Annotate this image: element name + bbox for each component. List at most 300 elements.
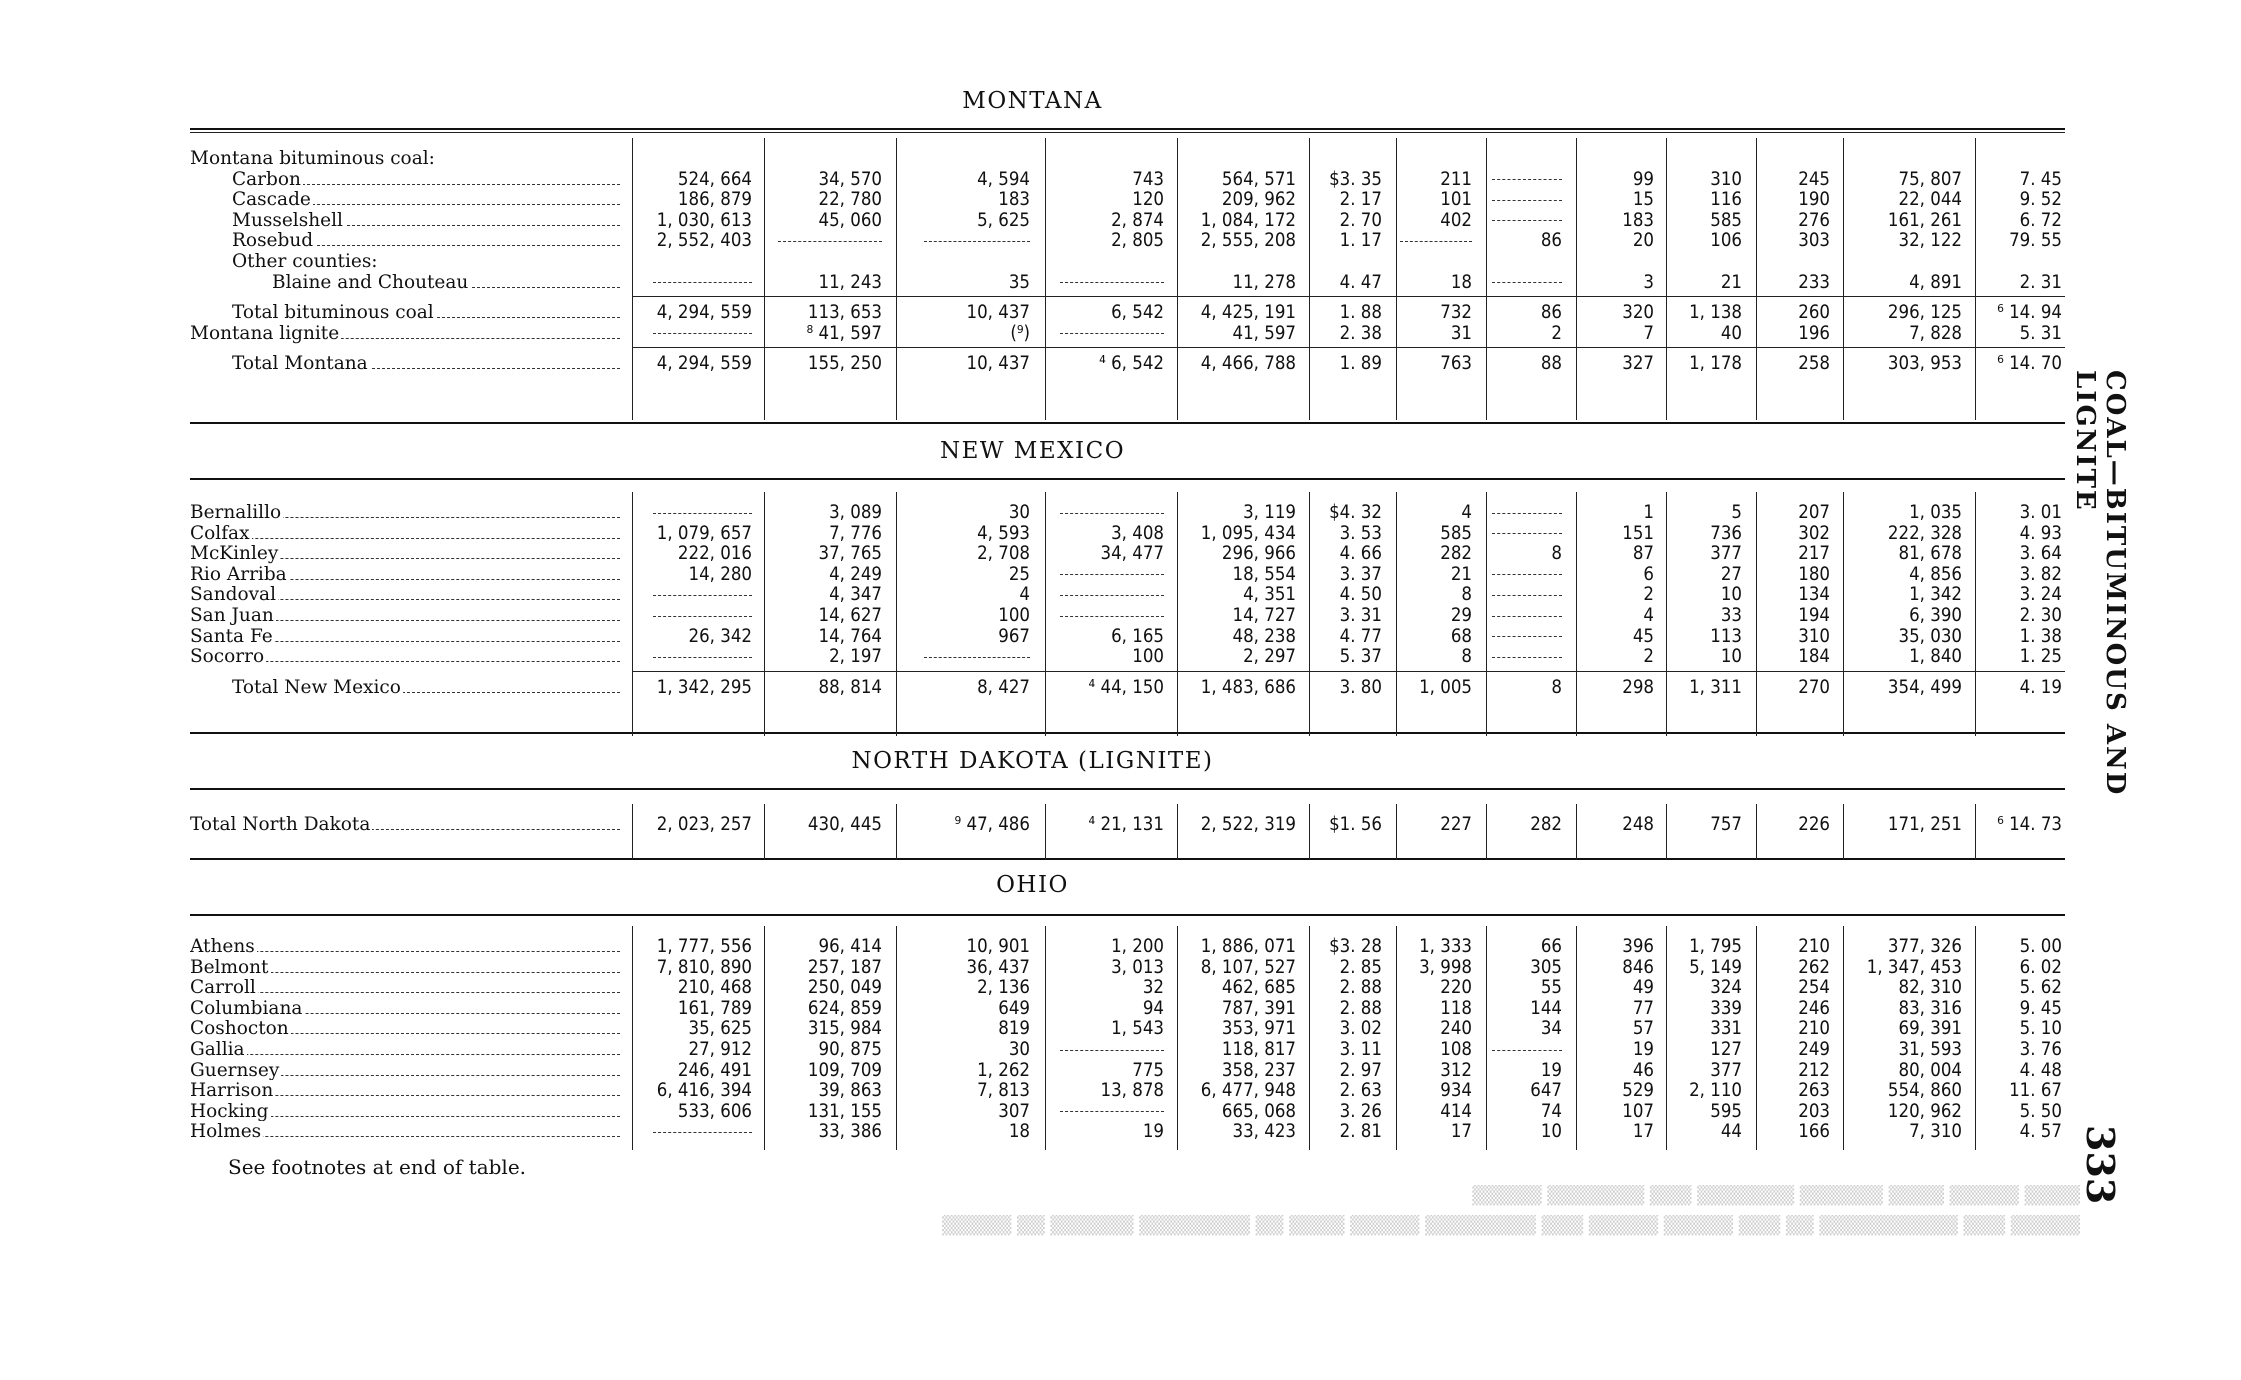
row-label xyxy=(190,998,626,1019)
table-cell: 4. 77 xyxy=(1339,625,1382,647)
table-cell: 96, 414 xyxy=(818,936,882,957)
table-cell: 11, 243 xyxy=(818,271,882,293)
table-cell: 113, 653 xyxy=(807,302,882,324)
table-cell: 4, 891 xyxy=(1909,271,1962,293)
row-label xyxy=(190,502,626,523)
table-cell: 186, 879 xyxy=(677,189,752,211)
table-cell: 787, 391 xyxy=(1221,997,1296,1019)
table-cell: 100 xyxy=(998,605,1030,626)
table-row xyxy=(0,977,2065,998)
table-cell: 4. 93 xyxy=(2019,522,2062,544)
table-cell: 1, 342, 295 xyxy=(656,676,752,698)
empty-cell-leader xyxy=(1060,1050,1164,1051)
table-cell: 6. 72 xyxy=(2019,209,2062,231)
row-label xyxy=(232,251,626,272)
row-label xyxy=(232,189,626,210)
table-cell: 18, 554 xyxy=(1232,563,1296,585)
row-label-text: Bernalillo xyxy=(190,502,282,523)
table-cell: 180 xyxy=(1798,563,1830,585)
table-cell xyxy=(764,230,882,251)
table-row xyxy=(0,1121,2065,1142)
table-cell: 21 xyxy=(1450,563,1472,585)
table-cell: 11, 278 xyxy=(1232,271,1296,293)
table-cell: 6, 477, 948 xyxy=(1200,1080,1296,1102)
rule xyxy=(190,132,2065,133)
table-cell: 211 xyxy=(1440,168,1472,190)
table-cell: 302 xyxy=(1798,522,1830,544)
table-cell: 327 xyxy=(1622,353,1654,375)
table-cell xyxy=(910,230,1030,251)
table-cell: 37, 765 xyxy=(818,543,882,565)
table-cell: 529 xyxy=(1622,1080,1654,1102)
table-cell: 934 xyxy=(1440,1080,1472,1102)
table-cell: $3. 35 xyxy=(1329,168,1382,190)
total-rule xyxy=(632,671,2065,672)
table-cell: 4. 19 xyxy=(2019,676,2062,698)
table-cell: 17 xyxy=(1632,1121,1654,1143)
table-cell: 4, 856 xyxy=(1909,563,1962,585)
row-label-text: Blaine and Chouteau xyxy=(272,271,469,293)
row-label xyxy=(190,1080,626,1101)
row-label xyxy=(190,605,626,626)
table-cell: 30 xyxy=(1008,502,1030,523)
table-cell: 69, 391 xyxy=(1898,1018,1962,1040)
table-cell xyxy=(640,1121,752,1142)
row-label-text: Socorro xyxy=(190,646,265,668)
row-label xyxy=(190,1018,626,1039)
table-cell: 354, 499 xyxy=(1887,676,1962,698)
row-label-text: McKinley xyxy=(190,543,279,565)
empty-cell-leader xyxy=(653,1132,752,1133)
table-cell: 2. 38 xyxy=(1339,322,1382,344)
table-cell: 8 xyxy=(1551,543,1562,565)
table-cell: 120 xyxy=(1132,189,1164,211)
table-cell: 4, 466, 788 xyxy=(1200,353,1296,375)
row-label-text: Coshocton xyxy=(190,1018,289,1040)
table-cell: 5. 62 xyxy=(2019,977,2062,999)
table-cell: ⁶ 14. 94 xyxy=(1997,302,2062,324)
table-cell: 2. 88 xyxy=(1339,997,1382,1019)
table-cell: 282 xyxy=(1530,814,1562,835)
table-cell: 4, 594 xyxy=(977,168,1030,190)
table-cell xyxy=(1046,584,1164,605)
row-label-text: Total New Mexico xyxy=(232,676,401,698)
empty-cell-leader xyxy=(1492,179,1562,180)
table-cell: 585 xyxy=(1440,522,1472,544)
table-row xyxy=(0,1018,2065,1039)
table-cell: 732 xyxy=(1440,302,1472,324)
table-cell: 161, 261 xyxy=(1887,209,1962,231)
table-cell: 315, 984 xyxy=(807,1018,882,1040)
table-cell: 524, 664 xyxy=(677,168,752,190)
row-label xyxy=(232,353,626,374)
total-rule xyxy=(632,296,2065,297)
table-cell: 1, 543 xyxy=(1111,1018,1164,1040)
table-cell xyxy=(1390,230,1472,251)
table-cell: 18 xyxy=(1008,1121,1030,1143)
table-cell: 1 xyxy=(1643,502,1654,523)
empty-cell-leader xyxy=(1060,1111,1164,1112)
table-cell: 2, 874 xyxy=(1111,209,1164,231)
table-cell: 41, 597 xyxy=(1232,322,1296,344)
table-cell: 4 xyxy=(1019,584,1030,606)
table-cell: 86 xyxy=(1540,230,1562,252)
table-cell: 312 xyxy=(1440,1059,1472,1081)
empty-cell-leader xyxy=(1492,282,1562,283)
table-cell: 1, 084, 172 xyxy=(1200,209,1296,231)
table-cell: 22, 044 xyxy=(1898,189,1962,211)
table-cell: 86 xyxy=(1540,302,1562,324)
row-label-text: Carroll xyxy=(190,977,256,999)
table-cell xyxy=(640,502,752,523)
table-cell: 13, 878 xyxy=(1100,1080,1164,1102)
row-label-text: Athens xyxy=(190,936,255,957)
table-cell: 39, 863 xyxy=(818,1080,882,1102)
empty-cell-leader xyxy=(1492,220,1562,221)
table-cell xyxy=(1046,1101,1164,1122)
table-cell: ⁶ 14. 73 xyxy=(1997,814,2062,835)
table-cell: 5 xyxy=(1731,502,1742,523)
row-label xyxy=(190,584,626,605)
table-cell: 245 xyxy=(1798,168,1830,190)
table-cell: 4. 66 xyxy=(1339,543,1382,565)
table-cell: 5. 31 xyxy=(2019,322,2062,344)
table-cell: 6, 165 xyxy=(1111,625,1164,647)
row-label xyxy=(190,1121,626,1142)
empty-cell-leader xyxy=(1492,636,1562,637)
row-label xyxy=(190,936,626,957)
table-cell: 353, 971 xyxy=(1221,1018,1296,1040)
table-row xyxy=(0,1039,2065,1060)
table-cell: 29 xyxy=(1450,605,1472,626)
table-cell: 183 xyxy=(998,189,1030,211)
table-cell: 155, 250 xyxy=(807,353,882,375)
table-cell: 763 xyxy=(1440,353,1472,375)
table-cell: 310 xyxy=(1710,168,1742,190)
table-cell: 5. 37 xyxy=(1339,646,1382,668)
empty-cell-leader xyxy=(653,333,752,334)
empty-cell-leader xyxy=(778,241,882,242)
row-label xyxy=(232,302,626,323)
table-cell: 40 xyxy=(1720,322,1742,344)
table-cell: 260 xyxy=(1798,302,1830,324)
table-cell: 7, 776 xyxy=(829,522,882,544)
table-cell: 5. 50 xyxy=(2019,1100,2062,1122)
table-cell: 26, 342 xyxy=(688,625,752,647)
table-cell: $4. 32 xyxy=(1329,502,1382,523)
table-cell: 171, 251 xyxy=(1887,814,1962,835)
table-cell xyxy=(1046,502,1164,523)
table-cell: 819 xyxy=(998,1018,1030,1040)
empty-cell-leader xyxy=(1060,282,1164,283)
table-cell: 45, 060 xyxy=(818,209,882,231)
empty-cell-leader xyxy=(1400,241,1472,242)
table-cell: 1, 178 xyxy=(1689,353,1742,375)
table-cell: 303 xyxy=(1798,230,1830,252)
table-cell: 207 xyxy=(1798,502,1830,523)
table-cell: 33, 386 xyxy=(818,1121,882,1143)
table-cell: 1, 342 xyxy=(1909,584,1962,606)
section-title-north-dakota: NORTH DAKOTA (LIGNITE) xyxy=(851,748,1214,774)
table-row xyxy=(0,957,2065,978)
table-cell: 1. 38 xyxy=(2019,625,2062,647)
table-cell: 5, 625 xyxy=(977,209,1030,231)
empty-cell-leader xyxy=(1492,533,1562,534)
table-cell: 5. 00 xyxy=(2019,936,2062,957)
table-cell: 3, 119 xyxy=(1243,502,1296,523)
table-cell: 967 xyxy=(998,625,1030,647)
table-cell: 3. 01 xyxy=(2019,502,2062,523)
table-cell: 2, 297 xyxy=(1243,646,1296,668)
table-cell: 2. 63 xyxy=(1339,1080,1382,1102)
table-cell: 22, 780 xyxy=(818,189,882,211)
table-cell: 3. 11 xyxy=(1339,1039,1382,1060)
table-row xyxy=(0,210,2065,231)
table-cell: 46 xyxy=(1632,1059,1654,1081)
table-cell xyxy=(1046,1039,1164,1060)
table-row xyxy=(0,169,2065,190)
row-label xyxy=(190,148,626,169)
table-cell: 8 xyxy=(1461,584,1472,606)
table-cell: 7 xyxy=(1643,322,1654,344)
table-cell: 10, 901 xyxy=(966,936,1030,957)
table-cell xyxy=(1482,169,1562,190)
empty-cell-leader xyxy=(1060,513,1164,514)
table-row xyxy=(0,584,2065,605)
table-cell: ⁹ 47, 486 xyxy=(954,814,1030,835)
table-cell: 31, 593 xyxy=(1898,1039,1962,1060)
table-row xyxy=(0,1101,2065,1122)
table-cell: 1, 311 xyxy=(1689,676,1742,698)
table-cell: 3. 37 xyxy=(1339,563,1382,585)
rule xyxy=(190,478,2065,480)
table-cell: 1, 138 xyxy=(1689,302,1742,324)
table-cell: 11. 67 xyxy=(2009,1080,2062,1102)
table-cell: 90, 875 xyxy=(818,1039,882,1060)
table-cell: 402 xyxy=(1440,209,1472,231)
empty-cell-leader xyxy=(653,513,752,514)
empty-cell-leader xyxy=(1492,1050,1562,1051)
table-cell: 6, 542 xyxy=(1111,302,1164,324)
table-cell xyxy=(1482,523,1562,544)
bleed-through-text: ▒▒▒▒ ▒▒▒▒▒ ▒▒▒▒ ▒▒▒▒▒▒ ▒▒▒▒▒▒▒ ▒▒▒ ▒▒▒▒▒▒▒ ▒▒▒▒▒ xyxy=(1472,1185,2080,1206)
table-cell: 88, 814 xyxy=(818,676,882,698)
table-cell: 210 xyxy=(1798,936,1830,957)
table-cell: 1, 886, 071 xyxy=(1200,936,1296,957)
table-cell: ⁸ 41, 597 xyxy=(806,322,882,344)
table-cell: 4, 347 xyxy=(829,584,882,606)
table-cell: 113 xyxy=(1710,625,1742,647)
row-label xyxy=(190,646,626,667)
table-cell: 462, 685 xyxy=(1221,977,1296,999)
table-cell: 270 xyxy=(1798,676,1830,698)
table-cell: 303, 953 xyxy=(1887,353,1962,375)
row-label xyxy=(190,523,626,544)
table-cell: 324 xyxy=(1710,977,1742,999)
row-label xyxy=(190,814,626,835)
row-label-text: Colfax xyxy=(190,522,250,544)
table-cell: 83, 316 xyxy=(1898,997,1962,1019)
table-cell: 2, 136 xyxy=(977,977,1030,999)
table-cell xyxy=(640,646,752,667)
table-cell: 1, 079, 657 xyxy=(656,522,752,544)
table-cell: 36, 437 xyxy=(966,956,1030,978)
table-cell: 2. 30 xyxy=(2019,605,2062,626)
total-rule xyxy=(632,347,2065,348)
table-cell: 2. 88 xyxy=(1339,977,1382,999)
table-cell: 3 xyxy=(1643,271,1654,293)
table-cell: 3. 76 xyxy=(2019,1039,2062,1060)
empty-cell-leader xyxy=(1492,574,1562,575)
table-cell: 2, 023, 257 xyxy=(656,814,752,835)
table-cell: 227 xyxy=(1440,814,1472,835)
row-label xyxy=(232,169,626,190)
table-cell: 49 xyxy=(1632,977,1654,999)
table-cell: 310 xyxy=(1798,625,1830,647)
table-cell: 10 xyxy=(1720,584,1742,606)
table-cell: 4, 593 xyxy=(977,522,1030,544)
table-row xyxy=(0,148,2065,169)
row-label xyxy=(190,564,626,585)
table-cell: 81, 678 xyxy=(1898,543,1962,565)
empty-cell-leader xyxy=(1060,595,1164,596)
table-cell xyxy=(640,272,752,293)
table-cell: 233 xyxy=(1798,271,1830,293)
table-cell: 3. 02 xyxy=(1339,1018,1382,1040)
table-cell: 116 xyxy=(1710,189,1742,211)
table-cell: 1, 795 xyxy=(1689,936,1742,957)
table-cell: 88 xyxy=(1540,353,1562,375)
empty-cell-leader xyxy=(653,616,752,617)
table-cell: 377 xyxy=(1710,543,1742,565)
table-cell: 846 xyxy=(1622,956,1654,978)
table-cell: 307 xyxy=(998,1100,1030,1122)
table-cell: 212 xyxy=(1798,1059,1830,1081)
table-cell: ⁴ 21, 131 xyxy=(1088,814,1164,835)
table-cell: ⁶ 14. 70 xyxy=(1997,353,2062,375)
table-cell: 246 xyxy=(1798,997,1830,1019)
table-cell: 3, 408 xyxy=(1111,522,1164,544)
table-cell: 246, 491 xyxy=(677,1059,752,1081)
table-cell: 1, 347, 453 xyxy=(1866,956,1962,978)
table-cell: 7, 810, 890 xyxy=(656,956,752,978)
table-cell xyxy=(640,605,752,626)
table-cell: 32, 122 xyxy=(1898,230,1962,252)
table-cell: 1, 200 xyxy=(1111,936,1164,957)
row-label-text: Harrison xyxy=(190,1080,274,1102)
row-label-text: Carbon xyxy=(232,168,301,190)
table-cell: 6. 02 xyxy=(2019,956,2062,978)
table-cell: 377, 326 xyxy=(1887,936,1962,957)
table-cell: 107 xyxy=(1622,1100,1654,1122)
table-cell xyxy=(1482,564,1562,585)
row-label-text: Rio Arriba xyxy=(190,563,287,585)
table-cell: 249 xyxy=(1798,1039,1830,1060)
table-cell: 226 xyxy=(1798,814,1830,835)
table-cell: 217 xyxy=(1798,543,1830,565)
table-cell: 35, 625 xyxy=(688,1018,752,1040)
table-cell: 2. 17 xyxy=(1339,189,1382,211)
table-cell: 296, 125 xyxy=(1887,302,1962,324)
table-cell: 1, 483, 686 xyxy=(1200,676,1296,698)
row-label xyxy=(190,977,626,998)
table-cell: 396 xyxy=(1622,936,1654,957)
table-cell: 31 xyxy=(1450,322,1472,344)
table-row xyxy=(0,646,2065,667)
table-cell: 282 xyxy=(1440,543,1472,565)
table-cell: 3. 82 xyxy=(2019,563,2062,585)
table-cell: 9. 45 xyxy=(2019,997,2062,1019)
table-cell: 2, 805 xyxy=(1111,230,1164,252)
row-label xyxy=(232,677,626,698)
row-label-text: Cascade xyxy=(232,189,311,211)
table-cell xyxy=(1046,605,1164,626)
table-cell: 8 xyxy=(1461,646,1472,668)
table-cell: 68 xyxy=(1450,625,1472,647)
table-cell: 18 xyxy=(1450,271,1472,293)
table-cell: 45 xyxy=(1632,625,1654,647)
row-label-text: Holmes xyxy=(190,1121,262,1143)
table-cell: 595 xyxy=(1710,1100,1742,1122)
table-cell: 665, 068 xyxy=(1221,1100,1296,1122)
table-row xyxy=(0,272,2065,293)
table-cell xyxy=(1482,272,1562,293)
table-cell: 430, 445 xyxy=(807,814,882,835)
table-cell: 4 xyxy=(1643,605,1654,626)
empty-cell-leader xyxy=(1060,616,1164,617)
table-cell: 6, 416, 394 xyxy=(656,1080,752,1102)
table-cell: 19 xyxy=(1632,1039,1654,1060)
table-cell: 624, 859 xyxy=(807,997,882,1019)
table-cell xyxy=(910,646,1030,667)
table-cell: 14, 627 xyxy=(818,605,882,626)
row-label xyxy=(190,957,626,978)
table-cell: 2, 555, 208 xyxy=(1200,230,1296,252)
row-label-text: San Juan xyxy=(190,605,274,626)
table-cell: 647 xyxy=(1530,1080,1562,1102)
table-cell: 184 xyxy=(1798,646,1830,668)
table-cell: 331 xyxy=(1710,1018,1742,1040)
table-cell: 10 xyxy=(1540,1121,1562,1143)
table-cell: 4, 425, 191 xyxy=(1200,302,1296,324)
table-cell: 15 xyxy=(1632,189,1654,211)
table-cell: 161, 789 xyxy=(677,997,752,1019)
table-cell: 2. 31 xyxy=(2019,271,2062,293)
table-cell: 32 xyxy=(1142,977,1164,999)
row-label-text: Total bituminous coal xyxy=(232,302,434,324)
table-cell xyxy=(640,323,752,344)
table-cell: (⁹) xyxy=(1010,322,1030,344)
table-cell: $1. 56 xyxy=(1329,814,1382,835)
empty-cell-leader xyxy=(1060,333,1164,334)
table-cell xyxy=(1482,1039,1562,1060)
table-cell: 2, 522, 319 xyxy=(1200,814,1296,835)
table-cell xyxy=(1482,626,1562,647)
table-cell: 87 xyxy=(1632,543,1654,565)
table-cell: 183 xyxy=(1622,209,1654,231)
table-cell: 298 xyxy=(1622,676,1654,698)
table-cell: 240 xyxy=(1440,1018,1472,1040)
table-cell: 10, 437 xyxy=(966,353,1030,375)
row-label-text: Montana lignite xyxy=(190,322,340,344)
table-cell: 3, 089 xyxy=(829,502,882,523)
table-cell: 1, 262 xyxy=(977,1059,1030,1081)
table-cell: 263 xyxy=(1798,1080,1830,1102)
table-cell: 414 xyxy=(1440,1100,1472,1122)
table-cell: 2. 81 xyxy=(1339,1121,1382,1143)
table-cell: 7, 828 xyxy=(1909,322,1962,344)
empty-cell-leader xyxy=(653,282,752,283)
